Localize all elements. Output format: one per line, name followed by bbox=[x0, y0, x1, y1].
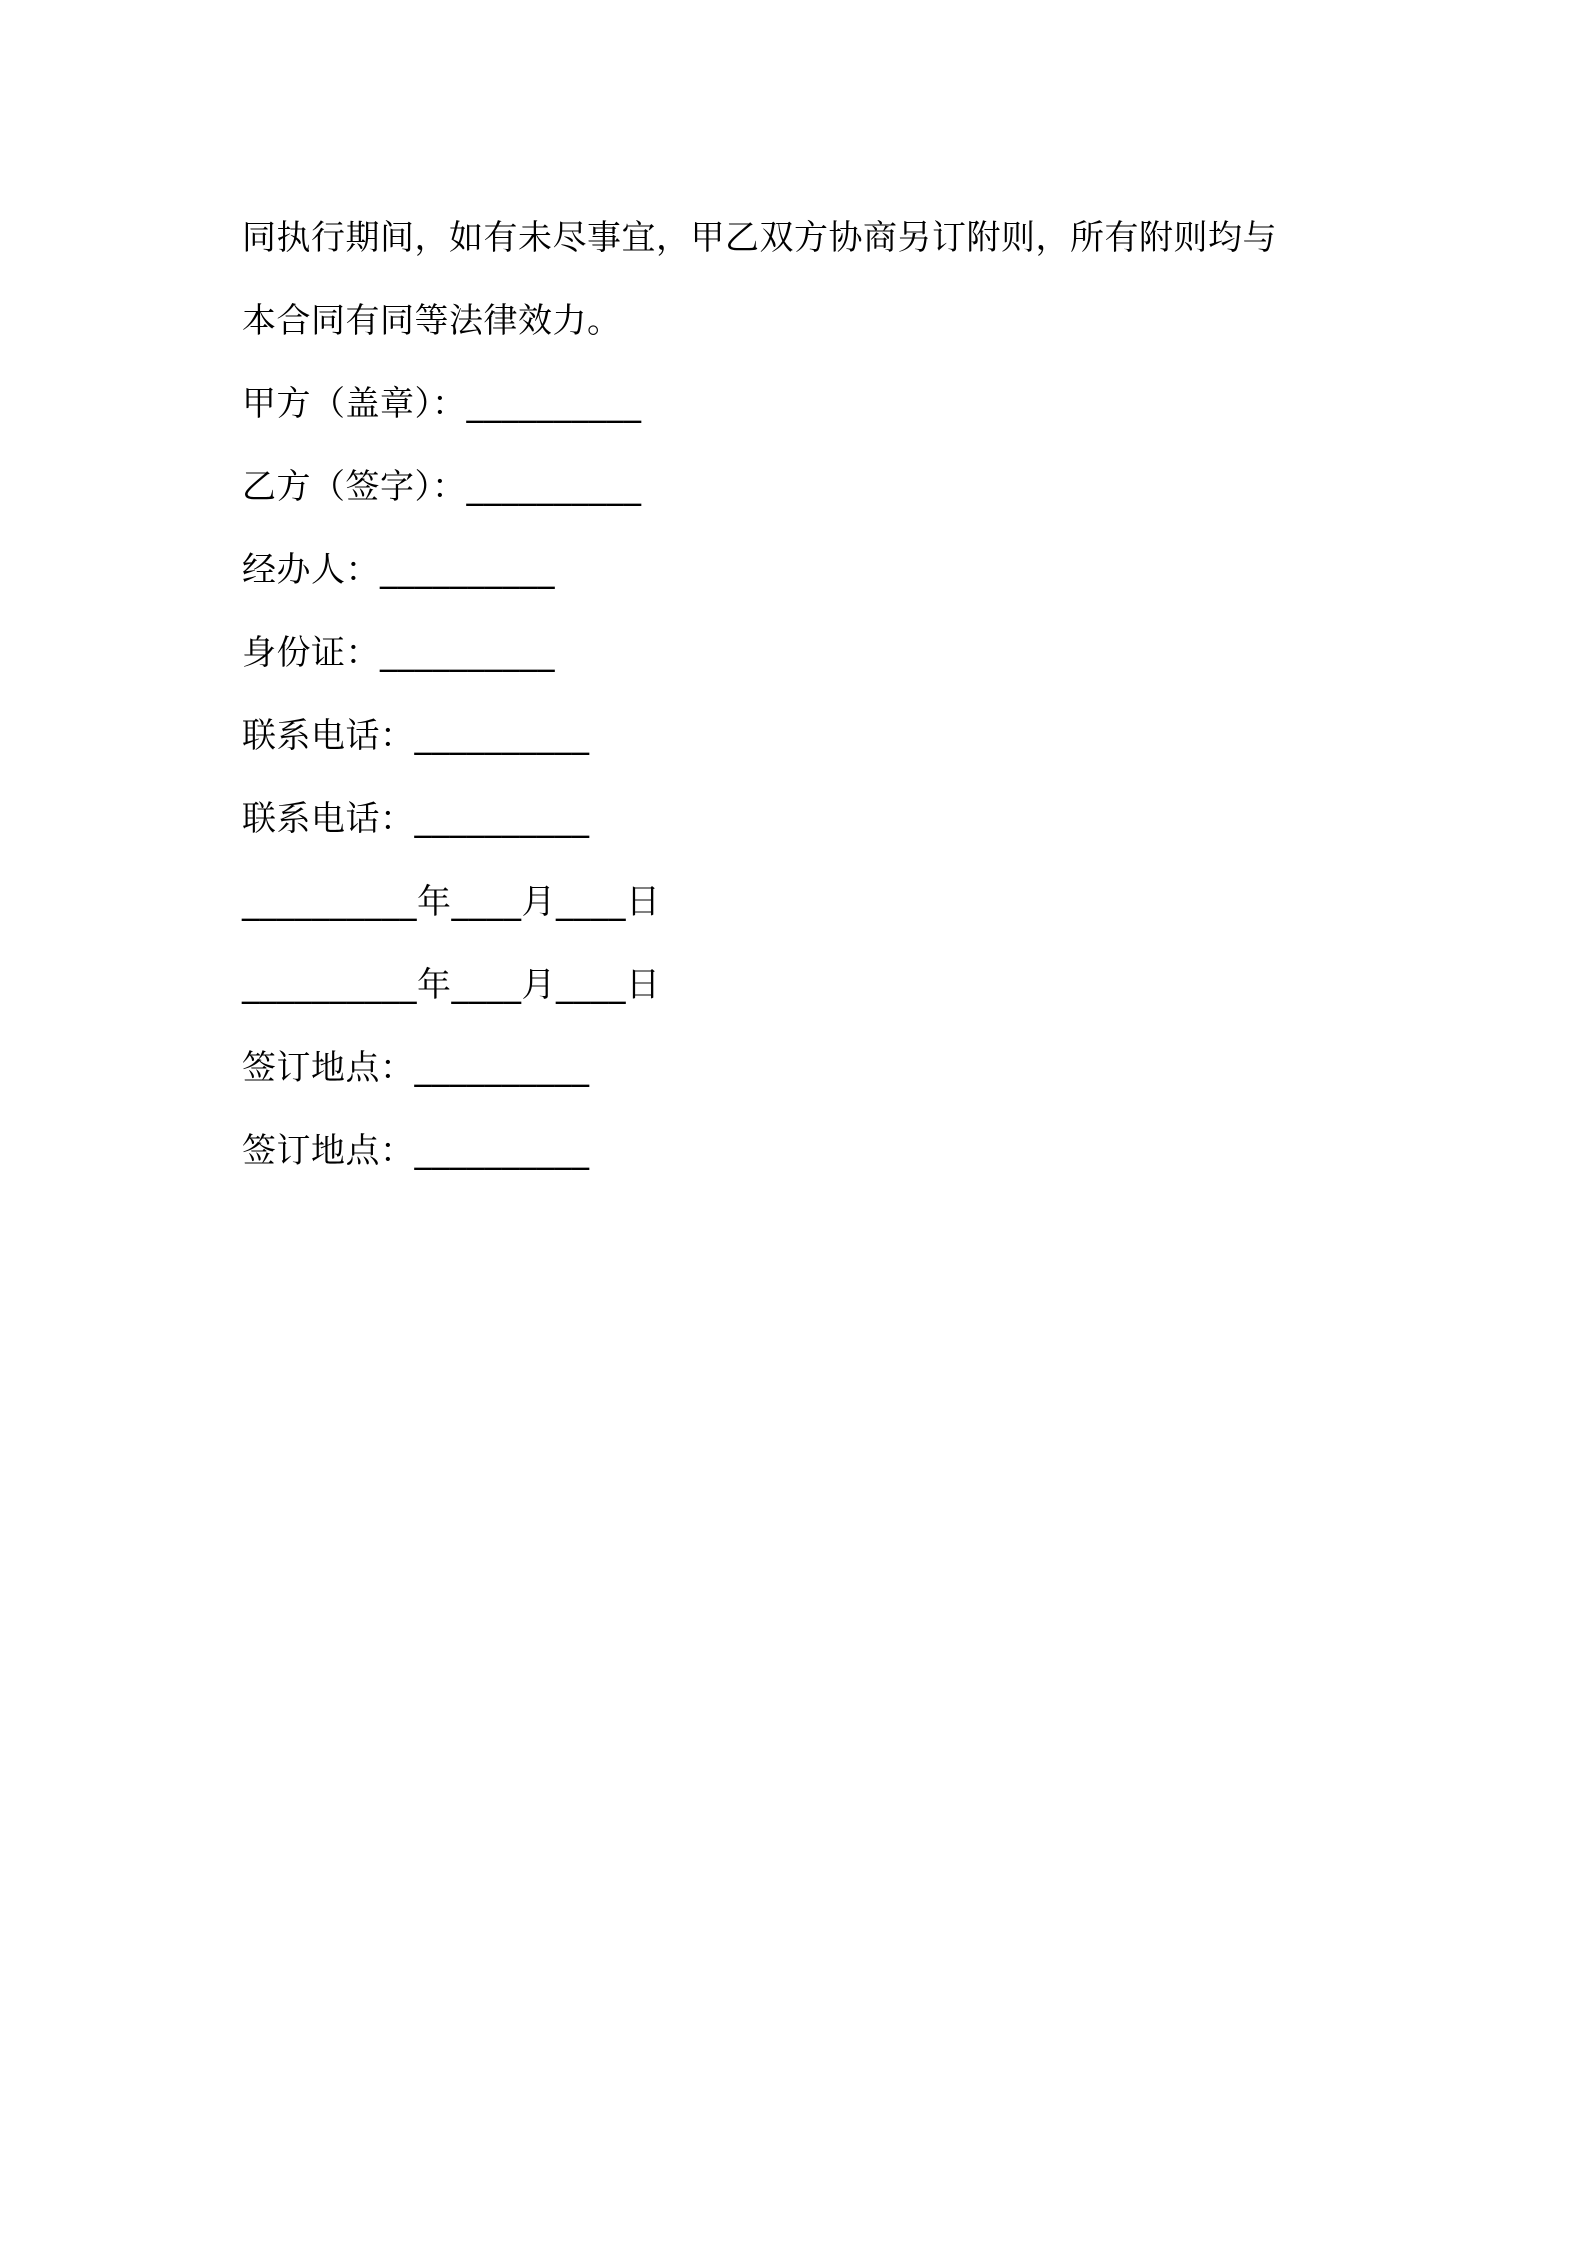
signing-place-line: 签订地点：__________ bbox=[242, 1048, 590, 1088]
contact-phone-line: 联系电话：__________ bbox=[242, 716, 590, 756]
handler-line: 经办人：__________ bbox=[242, 550, 555, 590]
date-line: __________年____月____日 bbox=[242, 882, 661, 922]
paragraph-line: 同执行期间，如有未尽事宜，甲乙双方协商另订附则，所有附则均与 bbox=[242, 218, 1277, 258]
signing-place-line: 签订地点：__________ bbox=[242, 1131, 590, 1171]
id-card-line: 身份证：__________ bbox=[242, 633, 555, 673]
party-a-seal-line: 甲方（盖章）：__________ bbox=[242, 384, 642, 424]
party-b-signature-line: 乙方（签字）：__________ bbox=[242, 467, 642, 507]
paragraph-line: 本合同有同等法律效力。 bbox=[242, 301, 622, 341]
contact-phone-line: 联系电话：__________ bbox=[242, 799, 590, 839]
date-line: __________年____月____日 bbox=[242, 965, 661, 1005]
document-body bbox=[242, 197, 1362, 1193]
